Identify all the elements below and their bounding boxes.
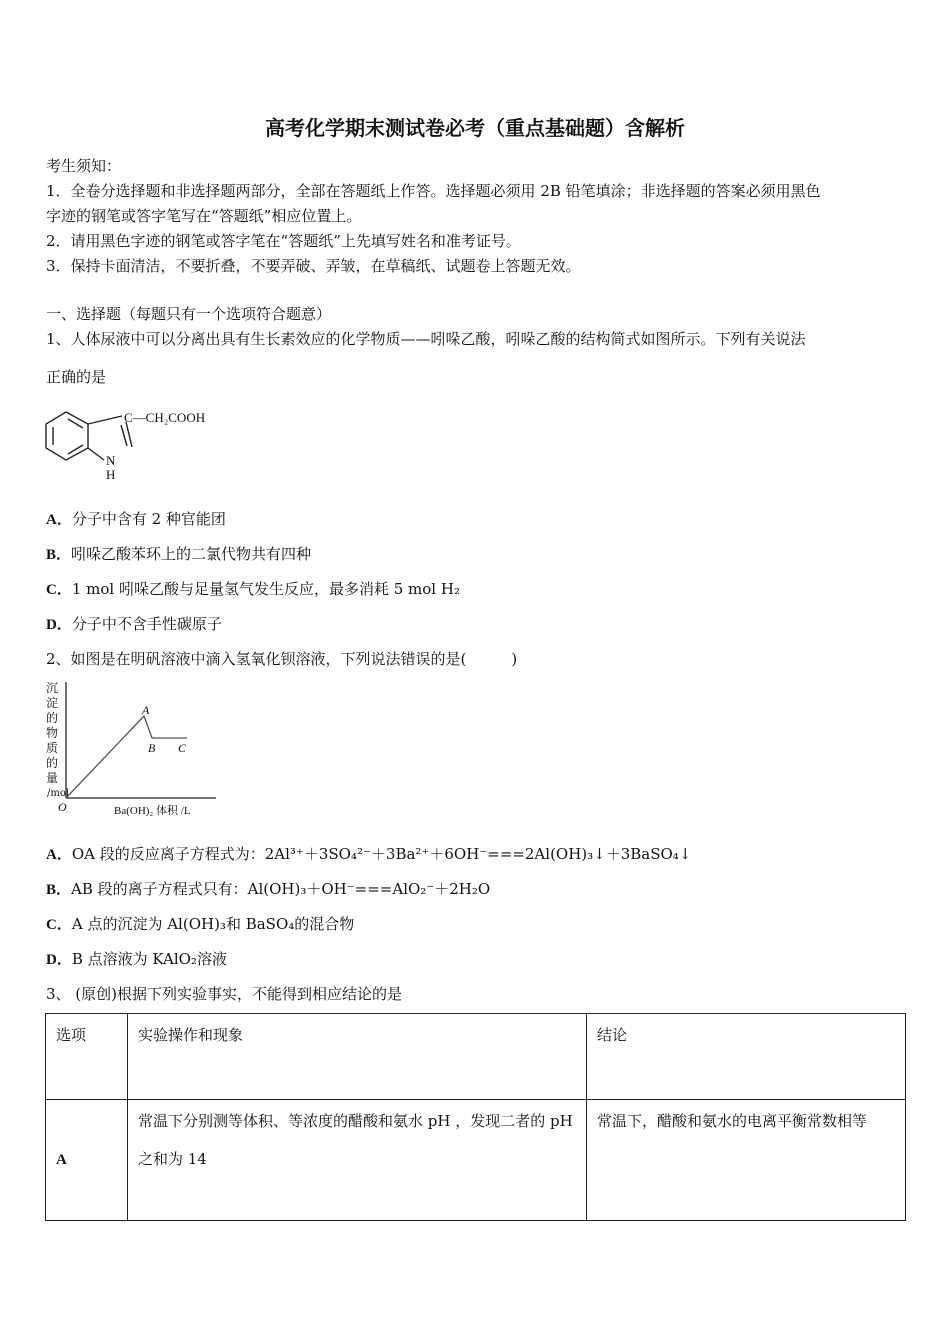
svg-text:物: 物: [46, 726, 59, 740]
section-heading: 一、选择题（每题只有一个选项符合题意）: [46, 305, 332, 323]
q3-table-row: [46, 1100, 906, 1221]
q1-option-c[interactable]: C．1 mol 吲哚乙酸与足量氢气发生反应，最多消耗 5 mol H₂: [46, 580, 460, 598]
graph-point-c: C: [178, 741, 187, 755]
q3-table: [45, 1013, 906, 1221]
notice-item-3: 3．保持卡面清洁，不要折叠，不要弄破、弄皱，在草稿纸、试题卷上答题无效。: [46, 257, 581, 275]
svg-text:的: 的: [46, 711, 59, 725]
q1-option-b[interactable]: B．吲哚乙酸苯环上的二氯代物共有四种: [46, 545, 312, 563]
q3-stem: 3、 (原创)根据下列实验事实，不能得到相应结论的是: [46, 985, 403, 1003]
q1-option-a[interactable]: A．分子中含有 2 种官能团: [46, 510, 226, 528]
structure-sidechain-label: C—CH₂COOH: [124, 410, 206, 425]
graph-origin-label: O: [58, 800, 67, 814]
q3-header-operation: 实验操作和现象: [128, 1014, 587, 1100]
notice-item-1-cont: 字迹的钢笔或答字笔写在“答题纸”相应位置上。: [46, 207, 362, 225]
svg-text:淀: 淀: [46, 696, 59, 710]
svg-text:质: 质: [46, 741, 59, 755]
q3-header-option: 选项: [46, 1014, 128, 1100]
q2-option-c[interactable]: C．A 点的沉淀为 Al(OH)₃和 BaSO₄的混合物: [46, 915, 355, 933]
q2-option-b[interactable]: B．AB 段的离子方程式只有：Al(OH)₃＋OH⁻===AlO₂⁻＋2H₂O: [46, 880, 491, 898]
notice-item-1: 1．全卷分选择题和非选择题两部分，全部在答题纸上作答。选择题必须用 2B 铅笔填涂；非选择题的答案必须用黑色: [46, 182, 821, 200]
indole-acetic-acid-structure: [40, 402, 240, 482]
graph-point-a: A: [142, 703, 150, 717]
graph-point-b: B: [148, 741, 156, 755]
structure-n-label: N: [106, 453, 116, 468]
q2-option-a[interactable]: A．OA 段的反应离子方程式为：2Al³⁺＋3SO₄²⁻＋3Ba²⁺＋6OH⁻===2Al(OH)₃↓＋3BaSO₄↓: [46, 845, 692, 863]
notice-item-2: 2．请用黑色字迹的钢笔或答字笔在“答题纸”上先填写姓名和准考证号。: [46, 232, 521, 250]
svg-text:/mol: /mol: [47, 788, 70, 799]
graph-xlabel: Ba(OH)₂ 体积 /L: [114, 805, 191, 817]
graph-ylabel-1: 沉: [46, 681, 59, 695]
precipitate-graph: [44, 678, 224, 818]
q3-header-conclusion: 结论: [587, 1014, 906, 1100]
page-title: 高考化学期末测试卷必考（重点基础题）含解析: [265, 116, 685, 140]
q2-option-d[interactable]: D．B 点溶液为 KAlO₂溶液: [46, 950, 227, 968]
q3-row-operation: 常温下分别测等体积、等浓度的醋酸和氨水 pH ，发现二者的 pH 之和为 14: [128, 1100, 587, 1221]
q3-table-header-row: [46, 1014, 906, 1100]
q3-row-conclusion: 常温下，醋酸和氨水的电离平衡常数相等: [587, 1100, 906, 1221]
q3-row-option: A: [46, 1100, 128, 1221]
svg-text:量: 量: [46, 771, 59, 785]
notice-heading: 考生须知：: [46, 157, 122, 175]
structure-h-label: H: [106, 467, 116, 482]
svg-text:的: 的: [46, 756, 59, 770]
q1-stem: 1、人体尿液中可以分离出具有生长素效应的化学物质——吲哚乙酸，吲哚乙酸的结构简式如图所示。下列有关说法: [46, 330, 806, 348]
q1-option-d[interactable]: D．分子中不含手性碳原子: [46, 615, 222, 633]
q1-stem-cont: 正确的是: [46, 368, 107, 386]
q2-stem: 2、如图是在明矾溶液中滴入氢氧化钡溶液，下列说法错误的是( ): [46, 650, 518, 668]
